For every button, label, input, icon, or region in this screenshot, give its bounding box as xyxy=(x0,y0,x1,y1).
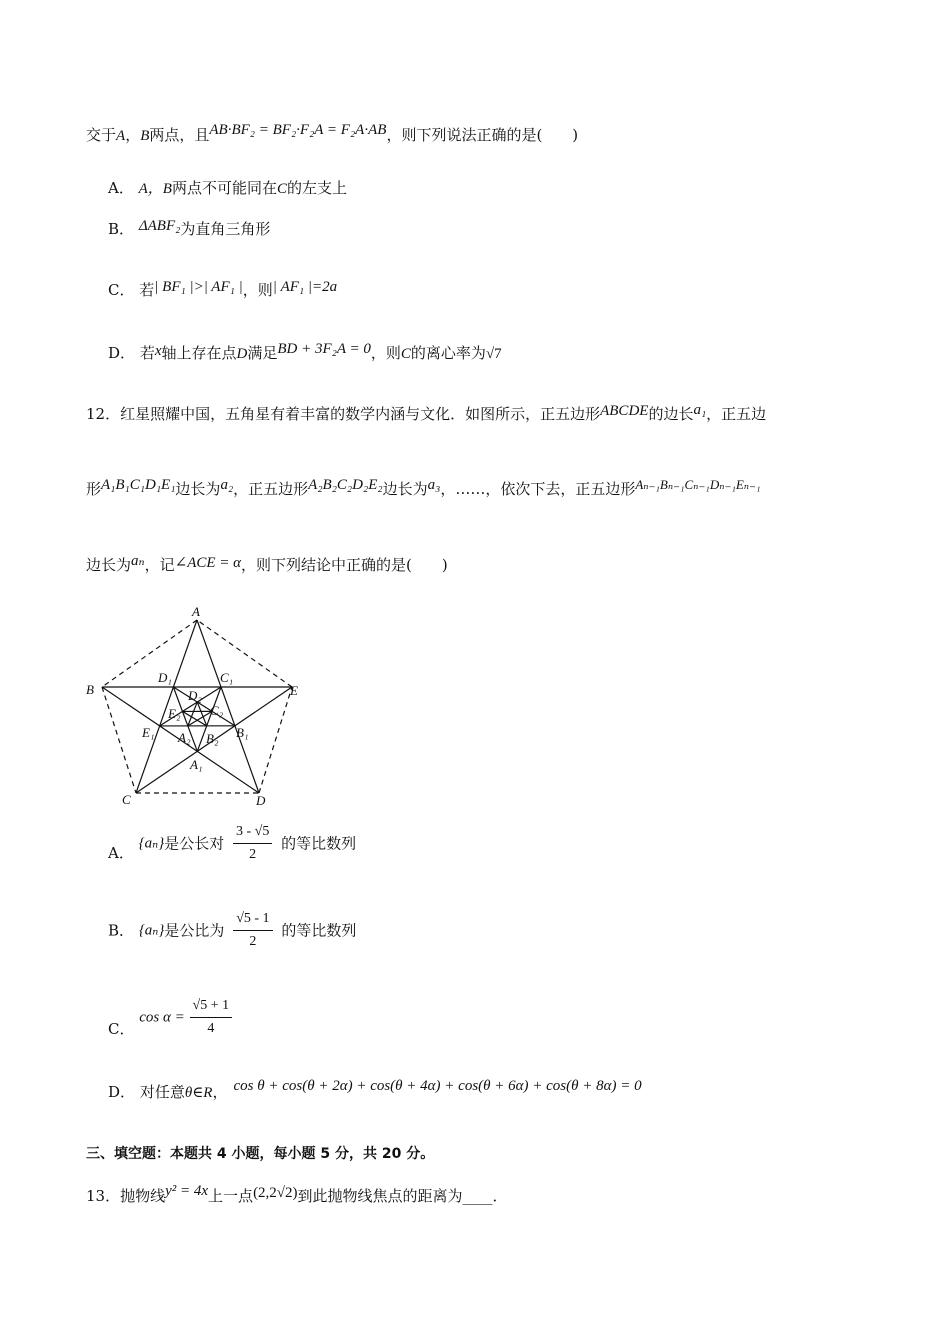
q12-a2: a₂ xyxy=(220,477,234,493)
q12-option-a-text: 是公长对 xyxy=(164,834,225,853)
q12-line2-e: ，……，依次下去，正五边形 xyxy=(440,480,636,498)
q12-line1 xyxy=(86,404,766,425)
label-c: C xyxy=(122,792,131,807)
q13-equation: y² = 4x xyxy=(165,1183,209,1199)
q13 xyxy=(86,1183,508,1207)
inner2-star-e2b2 xyxy=(188,711,212,726)
q11-option-b-label: B． xyxy=(108,220,135,238)
label-a1: A₁ xyxy=(190,757,203,772)
q11-option-d-mid3: ，则 xyxy=(370,344,401,362)
pentagon-edge-bc xyxy=(102,687,136,793)
q12-option-b-fraction xyxy=(233,909,272,952)
q12-line2 xyxy=(86,479,760,500)
q13-mid: 上一点 xyxy=(208,1187,254,1205)
q12-line1-text: 红星照耀中国，五角星有着丰富的数学内涵与文化．如图所示，正五边形 xyxy=(120,405,601,423)
label-b1: B₁ xyxy=(236,725,249,740)
q11-option-c-label: C． xyxy=(108,281,135,299)
q13-number: 13． xyxy=(86,1187,121,1205)
q11-option-b xyxy=(108,219,270,240)
q11-option-d xyxy=(108,343,502,364)
q11-option-c-math1: | BF₁ |>| AF₁ | xyxy=(154,279,243,295)
q12-line3 xyxy=(86,555,448,576)
q11-suffix: ，则下列说法正确的是( ) xyxy=(386,126,579,144)
q12-option-d-sep: ， xyxy=(212,1083,228,1101)
q12-line1-b: 的边长 xyxy=(648,405,694,423)
q12-option-d-pre: 对任意 xyxy=(139,1083,185,1101)
q11-option-c-mid: ，则 xyxy=(242,281,273,299)
q12-option-a xyxy=(108,822,356,874)
q11-option-c-pre: 若 xyxy=(139,281,155,299)
q12-line2-a: 形 xyxy=(86,480,102,498)
q11-option-a-label: A． xyxy=(108,179,134,197)
q11-option-d-mid4: 的离心率为 xyxy=(410,344,486,362)
q12-option-d xyxy=(108,1078,642,1103)
q12-line3-c: ，则下列结论中正确的是( ) xyxy=(241,556,448,574)
q12-line1-c: ，正五边 xyxy=(706,405,767,423)
q12-a1: a₁ xyxy=(693,402,707,418)
q11-option-a xyxy=(108,178,347,199)
q11-option-a-post: 的左支上 xyxy=(286,179,347,197)
section3-title: 三、填空题：本题共 4 小题，每小题 5 分，共 20 分。 xyxy=(86,1146,435,1162)
q12-option-d-cond: θ∈R xyxy=(184,1085,213,1101)
q12-option-c-fraction xyxy=(190,996,233,1039)
star-line-ad xyxy=(197,620,259,793)
q12-pentagon-1: A₁B₁C₁D₁E₁ xyxy=(101,477,176,493)
label-a: A xyxy=(192,604,200,619)
label-d2: D₂ xyxy=(188,688,202,703)
q12-option-b xyxy=(108,909,356,961)
q11-option-c xyxy=(108,280,337,301)
q12-option-a-post: 的等比数列 xyxy=(281,834,357,853)
q11-option-b-text: 为直角三角形 xyxy=(180,220,271,238)
q12-option-b-text: 是公比为 xyxy=(164,921,225,940)
q11-condition: AB·BF₂ = BF₂·F₂A = F₂A·AB xyxy=(209,122,387,138)
q13-point: (2,2√2) xyxy=(253,1185,298,1201)
q12-option-c-den: 4 xyxy=(207,1021,215,1036)
label-c1: C₁ xyxy=(220,670,234,685)
q11-option-d-value: √7 xyxy=(485,346,502,362)
q12-number: 12． xyxy=(86,405,121,423)
q11-option-d-label: D． xyxy=(108,344,136,362)
q12-option-c xyxy=(108,996,236,1048)
q12-a3: a₃ xyxy=(427,477,441,493)
q13-post: 到此抛物线焦点的距离为____． xyxy=(297,1187,508,1205)
q11-option-c-math2: | AF₁ |=2a xyxy=(272,279,338,295)
q12-option-b-seq: {aₙ} xyxy=(138,922,165,939)
q12-line2-b: 边长为 xyxy=(175,480,221,498)
q12-pentagon-n: Aₙ₋₁Bₙ₋₁Cₙ₋₁Dₙ₋₁Eₙ₋₁ xyxy=(635,477,761,492)
q12-option-a-fraction xyxy=(233,822,272,865)
label-b2: B₂ xyxy=(206,731,219,746)
q12-line3-a: 边长为 xyxy=(86,556,132,574)
q12-pentagon-abcde: ABCDE xyxy=(600,403,649,419)
q11-stem xyxy=(86,122,579,146)
pentagram-figure xyxy=(84,603,314,811)
q11-option-d-pre: 若 xyxy=(139,344,155,362)
label-d: D xyxy=(256,793,266,808)
label-e1: E₁ xyxy=(142,725,155,740)
q11-option-d-x: x xyxy=(154,343,162,359)
q12-angle: ∠ACE = α xyxy=(174,555,242,571)
q11-option-d-math: BD + 3F₂A = 0 xyxy=(277,341,371,357)
pentagon-edge-ea xyxy=(197,620,292,687)
q12-option-a-num: 3 - √5 xyxy=(233,822,272,844)
q11-option-a-text: 两点不可能同在 xyxy=(171,179,277,197)
q12-option-d-expr: cos θ + cos(θ + 2α) + cos(θ + 4α) + cos(θ + 6α) + cos(θ + 8α) = 0 xyxy=(233,1078,642,1094)
q12-line2-c: ，正五边形 xyxy=(233,480,309,498)
q11-option-d-c: C xyxy=(400,346,411,362)
q12-line3-b: ，记 xyxy=(144,556,175,574)
label-e2: E₂ xyxy=(168,706,181,721)
q12-line2-d: 边长为 xyxy=(382,480,428,498)
q12-option-d-label: D． xyxy=(108,1083,136,1101)
label-c2: C₂ xyxy=(210,703,224,718)
q11-sep: ， xyxy=(125,126,141,144)
q12-option-b-num: √5 - 1 xyxy=(233,909,272,931)
pentagon-edge-ab xyxy=(102,620,197,687)
star-line-ac xyxy=(136,620,197,793)
q12-option-b-den: 2 xyxy=(249,934,257,949)
q12-option-a-label: A． xyxy=(108,843,134,862)
q12-option-b-post: 的等比数列 xyxy=(281,921,357,940)
pentagon-edge-de xyxy=(259,687,292,793)
q12-option-c-lhs: cos α = xyxy=(139,1009,185,1026)
inner2-star-c2a2 xyxy=(182,711,206,725)
q11-two-points: 两点，且 xyxy=(149,126,210,144)
q11-option-a-points: A，B xyxy=(138,181,172,197)
q12-option-b-label: B． xyxy=(108,921,135,940)
q12-option-a-den: 2 xyxy=(249,847,257,862)
q13-pre: 抛物线 xyxy=(120,1187,166,1205)
label-b: B xyxy=(86,682,94,697)
q11-stem-prefix: 交于 xyxy=(86,126,117,144)
label-d1: D₁ xyxy=(158,670,172,685)
q12-an: aₙ xyxy=(131,553,145,569)
label-a2: A₂ xyxy=(178,730,191,745)
q12-pentagon-2: A₂B₂C₂D₂E₂ xyxy=(308,477,383,493)
q11-option-d-point: D xyxy=(236,346,248,362)
label-e: E xyxy=(290,683,298,698)
q12-option-c-label: C． xyxy=(108,1020,135,1038)
q12-option-a-seq: {aₙ} xyxy=(138,835,165,852)
q12-option-c-num: √5 + 1 xyxy=(190,996,233,1018)
q11-point-a: A xyxy=(116,128,126,144)
q11-option-d-mid2: 满足 xyxy=(247,344,278,362)
q11-option-d-mid1: 轴上存在点 xyxy=(161,344,237,362)
q11-option-b-math: ΔABF₂ xyxy=(138,218,181,234)
q11-option-a-c: C xyxy=(276,181,287,197)
q11-point-b: B xyxy=(140,128,150,144)
